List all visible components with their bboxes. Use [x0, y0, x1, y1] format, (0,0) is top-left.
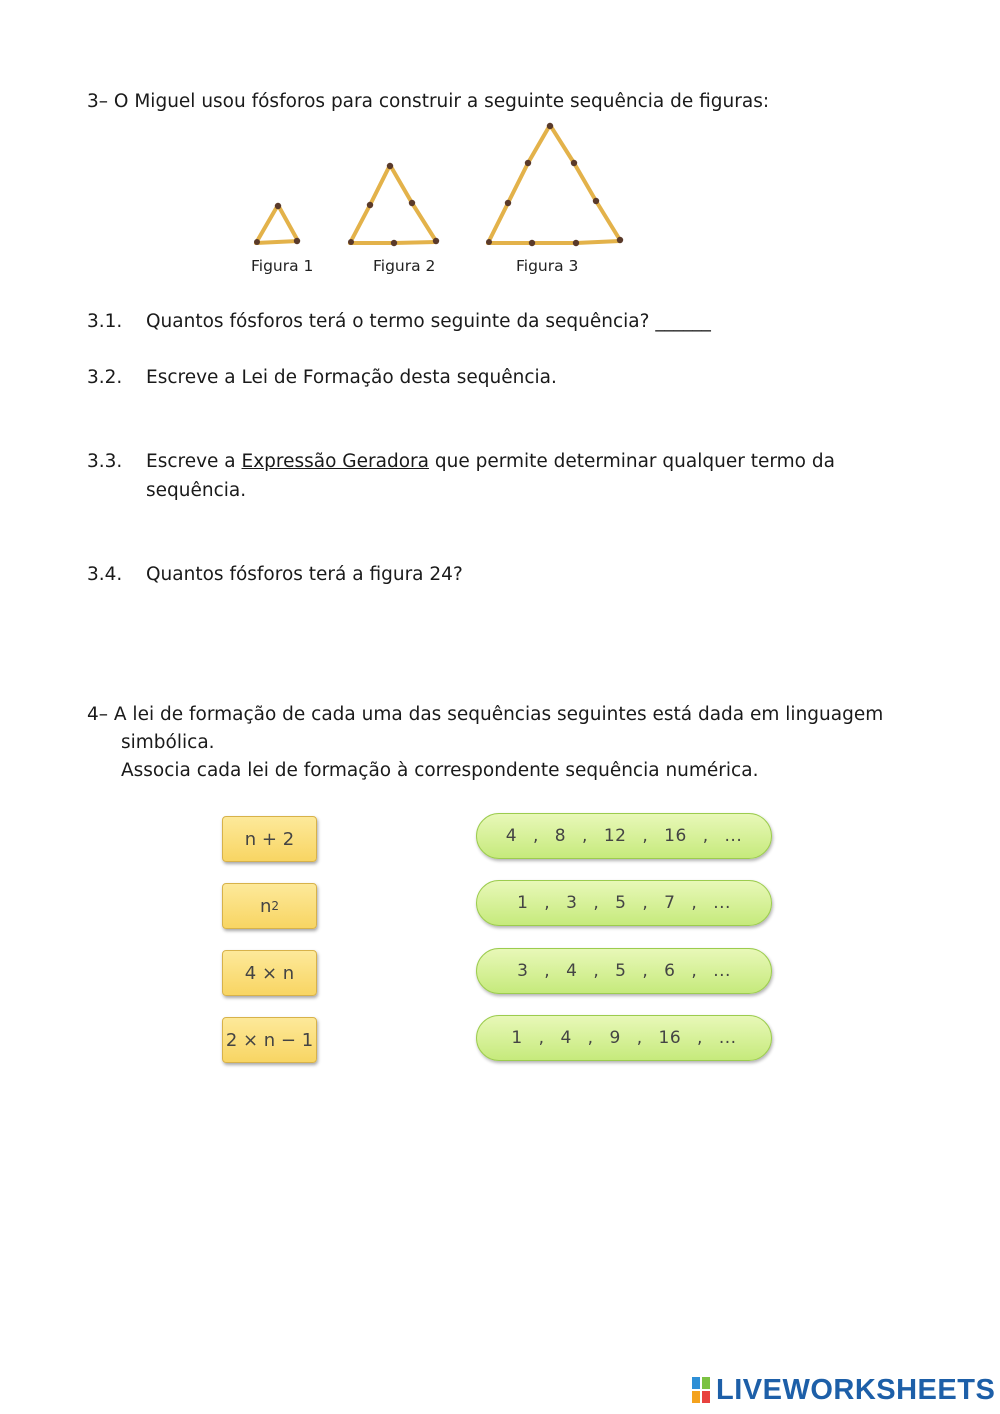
- sequence-pill-1[interactable]: 4 , 8 , 12 , 16 , ...: [476, 813, 772, 859]
- item-3-3-text-before: Escreve a: [146, 451, 242, 472]
- q4-line1: 4– A lei de formação de cada uma das sequências seguintes está dada em linguagem: [87, 704, 884, 725]
- figure-1-triangle: [254, 203, 300, 245]
- item-3-3-text: [146, 448, 835, 476]
- item-3-1-text: Quantos fósforos terá o termo seguinte da sequência? ______: [146, 311, 711, 332]
- item-3-4-text: Quantos fósforos terá a figura 24?: [146, 564, 463, 585]
- liveworksheets-logo-icon: [692, 1377, 712, 1403]
- rule-card-4-times-n[interactable]: 4 × n: [222, 950, 317, 996]
- item-3-2-text: Escreve a Lei de Formação desta sequência.: [146, 367, 557, 388]
- rule-card-n-exponent: 2: [271, 899, 280, 913]
- item-3-2-number: 3.2.: [87, 367, 123, 388]
- item-3-3-text-after: que permite determinar qualquer termo da: [428, 451, 835, 472]
- liveworksheets-brand-text: LIVEWORKSHEETS: [716, 1373, 996, 1406]
- matchstick-figures: [240, 115, 640, 255]
- expressao-geradora-underlined: Expressão Geradora: [241, 451, 429, 472]
- figure-3-triangle: [486, 123, 623, 246]
- rule-card-n-base: n: [259, 895, 272, 917]
- figure-3-label: Figura 3: [516, 257, 579, 275]
- figure-2-label: Figura 2: [373, 257, 436, 275]
- rule-card-n-plus-2[interactable]: n + 2: [222, 816, 317, 862]
- figure-2-triangle: [348, 163, 439, 246]
- item-3-3-text-line2: sequência.: [146, 480, 247, 501]
- item-3-3-number: 3.3.: [87, 451, 123, 472]
- rule-card-n-squared[interactable]: [222, 883, 317, 929]
- q4-line2: simbólica.: [121, 732, 215, 753]
- liveworksheets-logo: [692, 1375, 995, 1405]
- sequence-pill-4[interactable]: 1 , 4 , 9 , 16 , ...: [476, 1015, 772, 1061]
- sequence-pill-2[interactable]: 1 , 3 , 5 , 7 , ...: [476, 880, 772, 926]
- rule-card-2n-minus-1[interactable]: 2 × n − 1: [222, 1017, 317, 1063]
- figure-1-label: Figura 1: [251, 257, 314, 275]
- q3-intro: 3– O Miguel usou fósforos para construir a seguinte sequência de figuras:: [87, 91, 770, 112]
- q4-line3: Associa cada lei de formação à correspondente sequência numérica.: [121, 760, 759, 781]
- sequence-pill-3[interactable]: 3 , 4 , 5 , 6 , ...: [476, 948, 772, 994]
- item-3-4-number: 3.4.: [87, 564, 123, 585]
- item-3-1-number: 3.1.: [87, 311, 123, 332]
